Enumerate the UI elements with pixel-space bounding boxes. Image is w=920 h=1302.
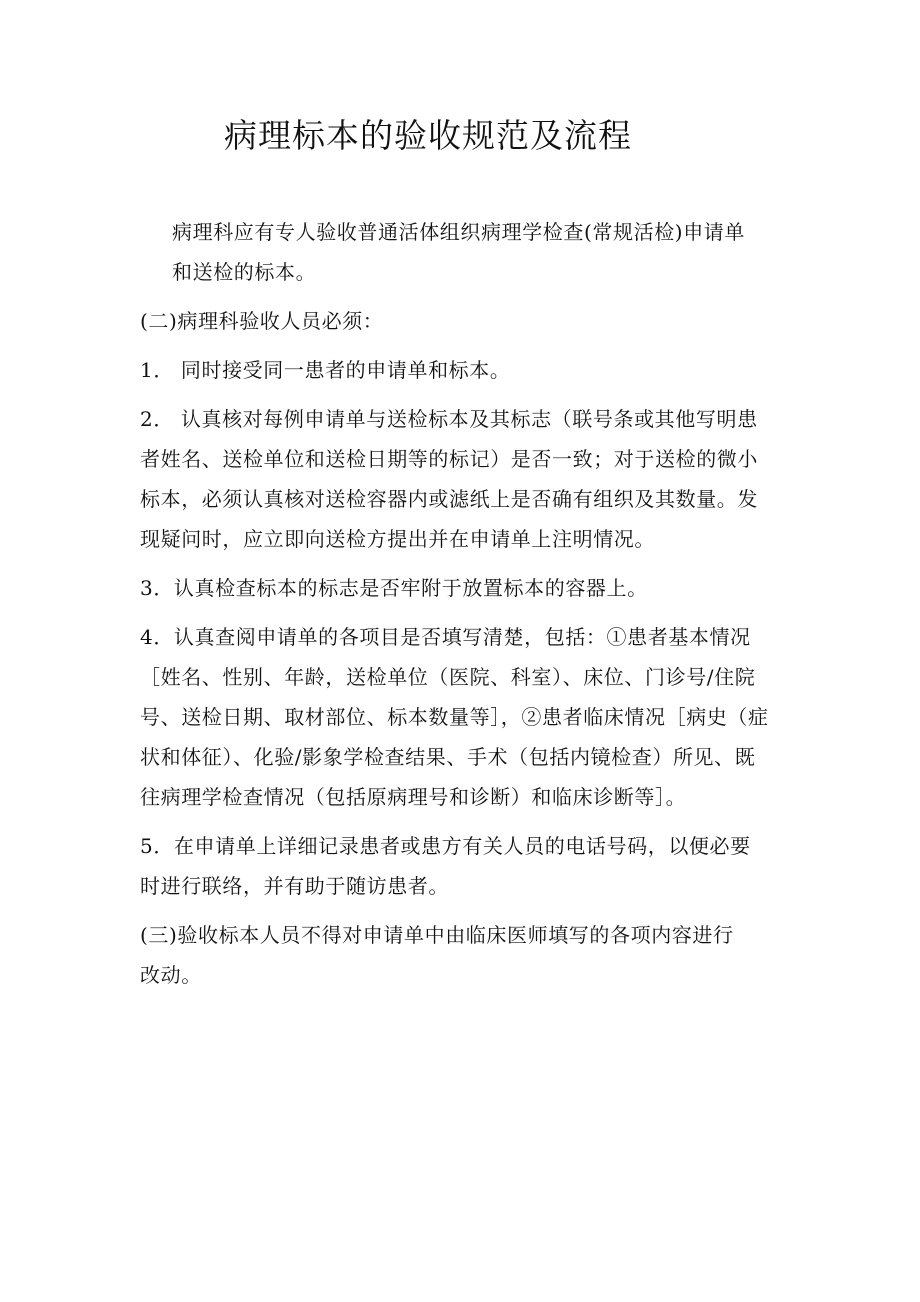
list-item-5 (140, 826, 790, 906)
paragraph-line: 2． 认真核对每例申请单与送检标本及其标志（联号条或其他写明患 (140, 407, 758, 431)
list-item-3 (140, 568, 790, 608)
document-title: 病理标本的验收规范及流程 (224, 116, 632, 155)
list-item-2 (140, 399, 790, 559)
section-heading-2 (140, 301, 790, 341)
paragraph-line: 5．在申请单上详细记录患者或患方有关人员的电话号码，以便必要 (140, 834, 751, 858)
paragraph-line: 者姓名、送检单位和送检日期等的标记）是否一致；对于送检的微小 (140, 447, 758, 471)
paragraph-line: 往病理学检查情况（包括原病理号和诊断）和临床诊断等］。 (140, 785, 687, 809)
paragraph-line: (三)验收标本人员不得对申请单中由临床医师填写的各项内容进行 (140, 923, 734, 947)
paragraph-line: 号、送检日期、取材部位、标本数量等］，②患者临床情况［病史（症 (140, 705, 769, 729)
paragraph-line: 和送检的标本。 (172, 260, 317, 284)
paragraph-line: 时进行联络，并有助于随访患者。 (140, 874, 449, 898)
section-heading-3 (140, 915, 790, 995)
paragraph-line: ［姓名、性别、年龄，送检单位（医院、科室）、床位、门诊号/住院 (140, 665, 756, 689)
paragraph-line: (二)病理科验收人员必须： (140, 309, 384, 333)
paragraph-intro (140, 212, 790, 292)
paragraph-line: 标本，必须认真核对送检容器内或滤纸上是否确有组织及其数量。发 (140, 487, 758, 511)
paragraph-line: 现疑问时，应立即向送检方提出并在申请单上注明情况。 (140, 527, 655, 551)
paragraph-line: 4．认真查阅申请单的各项目是否填写清楚，包括：①患者基本情况 (140, 625, 751, 649)
paragraph-line: 病理科应有专人验收普通活体组织病理学检查(常规活检)申请单 (172, 220, 746, 244)
list-item-1 (140, 350, 790, 390)
paragraph-line: 1． 同时接受同一患者的申请单和标本。 (140, 358, 511, 382)
paragraph-line: 状和体征）、化验/影象学检查结果、手术（包括内镜检查）所见、既 (140, 745, 756, 769)
document-body (140, 212, 790, 1004)
paragraph-line: 改动。 (140, 963, 202, 987)
paragraph-line: 3．认真检查标本的标志是否牢附于放置标本的容器上。 (140, 576, 648, 600)
list-item-4 (140, 617, 790, 817)
